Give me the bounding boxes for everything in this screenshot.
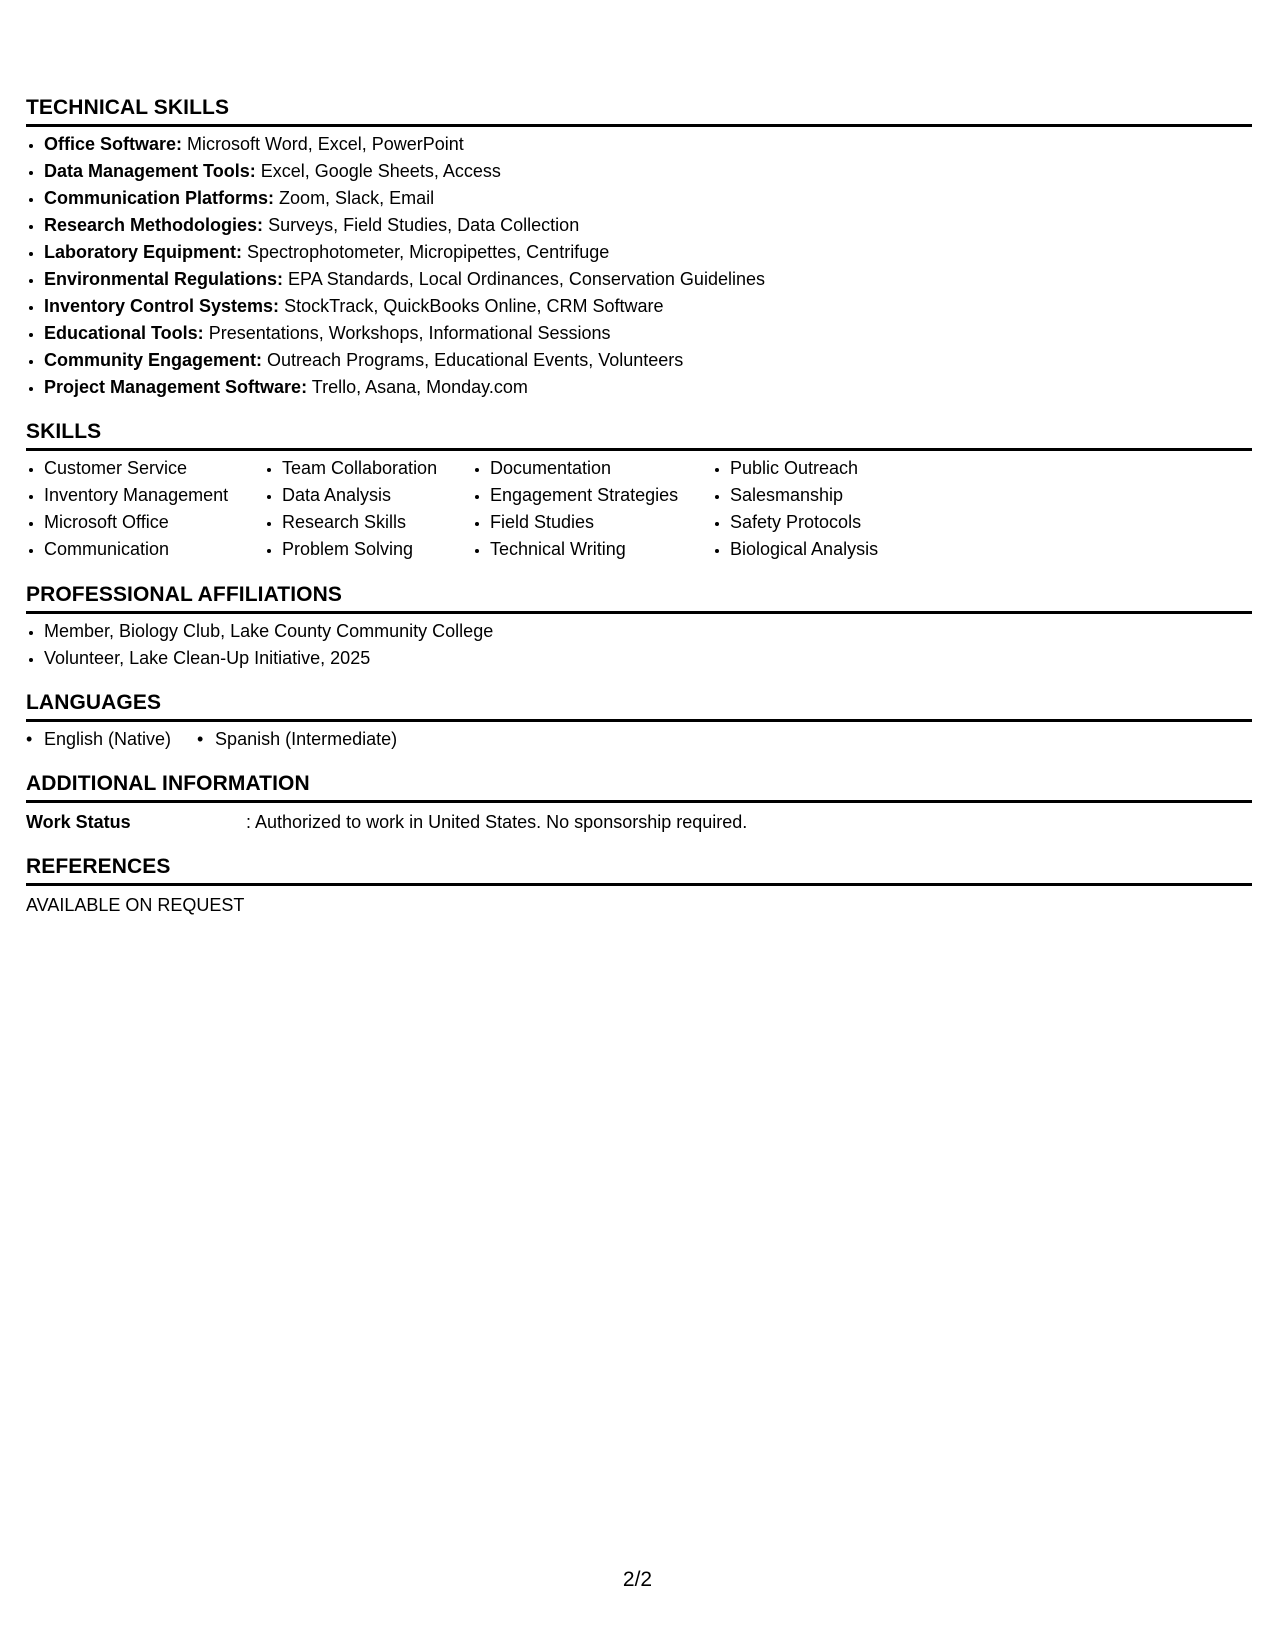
list-item: • Environmental Regulations: EPA Standards, Local Ordinances, Conservation Guidelines	[44, 266, 1252, 293]
list-item: • Data Analysis	[282, 482, 472, 509]
section-spacer	[26, 563, 1252, 582]
list-item: • Office Software: Microsoft Word, Excel, PowerPoint	[44, 131, 1252, 158]
list-item: • Salesmanship	[730, 482, 930, 509]
list-item: • Technical Writing	[490, 536, 712, 563]
affiliations-section	[26, 582, 1252, 672]
technical-skills-list	[26, 131, 1252, 401]
list-item: • Educational Tools: Presentations, Workshops, Informational Sessions	[44, 320, 1252, 347]
section-spacer	[26, 753, 1252, 771]
list-item: • Spanish (Intermediate)	[197, 726, 397, 753]
list-item: • Public Outreach	[730, 455, 930, 482]
info-value: : Authorized to work in United States. No sponsorship required.	[246, 812, 748, 832]
list-item: • Biological Analysis	[730, 536, 930, 563]
list-item: • Safety Protocols	[730, 509, 930, 536]
resume-page	[26, 95, 1252, 919]
list-item: • Inventory Control Systems: StockTrack, QuickBooks Online, CRM Software	[44, 293, 1252, 320]
list-item: • Communication Platforms: Zoom, Slack, Email	[44, 185, 1252, 212]
additional-info-section	[26, 771, 1252, 836]
list-item: • Customer Service	[44, 455, 264, 482]
list-item: • Community Engagement: Outreach Programs, Educational Events, Volunteers	[44, 347, 1252, 374]
list-item: • Research Methodologies: Surveys, Field Studies, Data Collection	[44, 212, 1252, 239]
section-title-skills: SKILLS	[26, 419, 1252, 451]
list-item: • Engagement Strategies	[490, 482, 712, 509]
references-section	[26, 854, 1252, 919]
list-item: • Documentation	[490, 455, 712, 482]
page-number: 2/2	[622, 1568, 653, 1591]
section-spacer	[26, 672, 1252, 690]
list-item: • Member, Biology Club, Lake County Community College	[44, 618, 1252, 645]
skills-column	[26, 455, 264, 563]
list-item: • English (Native)	[26, 726, 171, 753]
skills-section	[26, 419, 1252, 563]
affiliations-list	[26, 618, 1252, 672]
section-title-technical-skills: TECHNICAL SKILLS	[26, 95, 1252, 127]
technical-skills-section	[26, 95, 1252, 401]
info-row	[26, 809, 1252, 836]
info-key: Work Status	[26, 812, 131, 832]
list-item: • Microsoft Office	[44, 509, 264, 536]
list-item: • Research Skills	[282, 509, 472, 536]
list-item: • Project Management Software: Trello, Asana, Monday.com	[44, 374, 1252, 401]
list-item: • Inventory Management	[44, 482, 264, 509]
list-item: • Problem Solving	[282, 536, 472, 563]
list-item: • Field Studies	[490, 509, 712, 536]
list-item: • Laboratory Equipment: Spectrophotometer, Micropipettes, Centrifuge	[44, 239, 1252, 266]
skills-column	[472, 455, 712, 563]
section-spacer	[26, 836, 1252, 854]
skills-grid	[26, 455, 1252, 563]
skills-column	[264, 455, 472, 563]
references-text: AVAILABLE ON REQUEST	[26, 895, 245, 915]
section-spacer	[26, 401, 1252, 419]
list-item: • Team Collaboration	[282, 455, 472, 482]
section-title-references: REFERENCES	[26, 854, 1252, 886]
section-title-languages: LANGUAGES	[26, 690, 1252, 722]
section-title-additional-info: ADDITIONAL INFORMATION	[26, 771, 1252, 803]
languages-section	[26, 690, 1252, 753]
skills-column	[712, 455, 930, 563]
list-item: • Data Management Tools: Excel, Google Sheets, Access	[44, 158, 1252, 185]
list-item: • Volunteer, Lake Clean-Up Initiative, 2025	[44, 645, 1252, 672]
languages-list	[26, 726, 1252, 753]
list-item: • Communication	[44, 536, 264, 563]
section-title-affiliations: PROFESSIONAL AFFILIATIONS	[26, 582, 1252, 614]
